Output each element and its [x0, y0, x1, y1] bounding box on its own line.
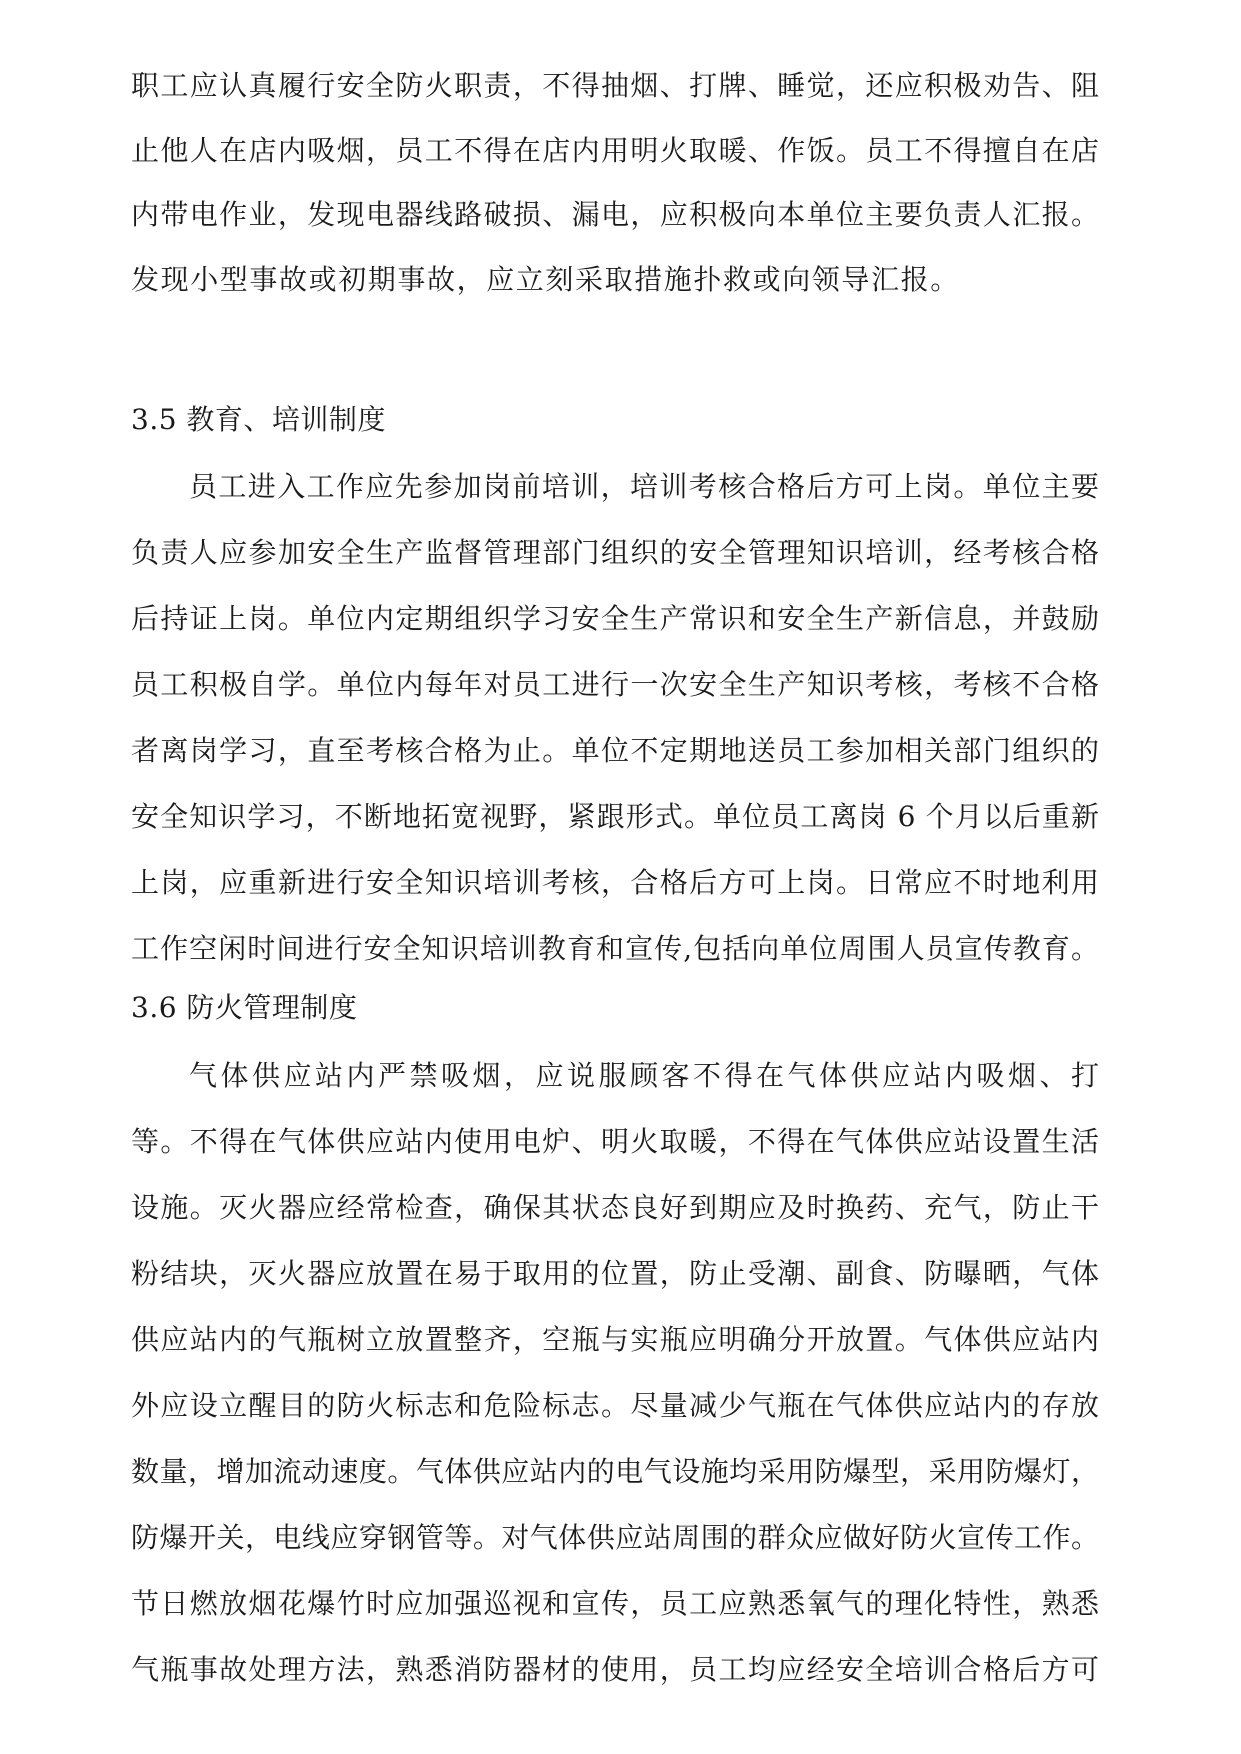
section-3-5-line-2: 负责人应参加安全生产监督管理部门组织的安全管理知识培训，经考核合格 — [131, 536, 1099, 569]
section-3-6-line-3: 设施。灭火器应经常检查，确保其状态良好到期应及时换药、充气，防止干 — [131, 1191, 1099, 1224]
section-3-6-line-5: 供应站内的气瓶树立放置整齐，空瓶与实瓶应明确分开放置。气体供应站内 — [131, 1323, 1099, 1356]
section-3-5-line-4: 员工积极自学。单位内每年对员工进行一次安全生产知识考核，考核不合格 — [131, 668, 1099, 701]
section-3-6-heading: 3.6 防火管理制度 — [131, 991, 358, 1024]
intro-line-3: 内带电作业，发现电器线路破损、漏电，应积极向本单位主要负责人汇报。 — [131, 198, 1099, 231]
section-3-6-line-6: 外应设立醒目的防火标志和危险标志。尽量减少气瓶在气体供应站内的存放 — [131, 1389, 1099, 1422]
section-3-6-line-8: 防爆开关，电线应穿钢管等。对气体供应站周围的群众应做好防火宣传工作。 — [131, 1521, 1099, 1554]
intro-line-4: 发现小型事故或初期事故，应立刻采取措施扑救或向领导汇报。 — [131, 263, 960, 296]
section-3-5-line-6: 安全知识学习，不断地拓宽视野，紧跟形式。单位员工离岗 6 个月以后重新 — [131, 800, 1099, 833]
section-3-5-line-8: 工作空闲时间进行安全知识培训教育和宣传,包括向单位周围人员宣传教育。 — [131, 932, 1099, 965]
intro-line-2: 止他人在店内吸烟，员工不得在店内用明火取暖、作饭。员工不得擅自在店 — [131, 134, 1099, 167]
section-3-6-line-9: 节日燃放烟花爆竹时应加强巡视和宣传，员工应熟悉氧气的理化特性，熟悉 — [131, 1587, 1099, 1620]
intro-line-1: 职工应认真履行安全防火职责，不得抽烟、打牌、睡觉，还应积极劝告、阻 — [131, 69, 1099, 102]
section-3-6-line-2: 等。不得在气体供应站内使用电炉、明火取暖，不得在气体供应站设置生活 — [131, 1125, 1099, 1158]
section-3-5-heading: 3.5 教育、培训制度 — [131, 403, 386, 436]
section-3-6-line-4: 粉结块，灭火器应放置在易于取用的位置，防止受潮、副食、防曝晒，气体 — [131, 1257, 1099, 1290]
section-3-5-line-1: 员工进入工作应先参加岗前培训，培训考核合格后方可上岗。单位主要 — [189, 470, 1099, 503]
section-3-5-line-5: 者离岗学习，直至考核合格为止。单位不定期地送员工参加相关部门组织的 — [131, 734, 1099, 767]
section-3-5-line-7: 上岗，应重新进行安全知识培训考核，合格后方可上岗。日常应不时地利用 — [131, 866, 1099, 899]
section-3-6-line-1: 气体供应站内严禁吸烟，应说服顾客不得在气体供应站内吸烟、打 — [189, 1059, 1099, 1092]
section-3-6-line-7: 数量，增加流动速度。气体供应站内的电气设施均采用防爆型，采用防爆灯， — [131, 1455, 1099, 1488]
section-3-6-line-10: 气瓶事故处理方法，熟悉消防器材的使用，员工均应经安全培训合格后方可 — [131, 1653, 1099, 1686]
section-3-5-line-3: 后持证上岗。单位内定期组织学习安全生产常识和安全生产新信息，并鼓励 — [131, 602, 1099, 635]
